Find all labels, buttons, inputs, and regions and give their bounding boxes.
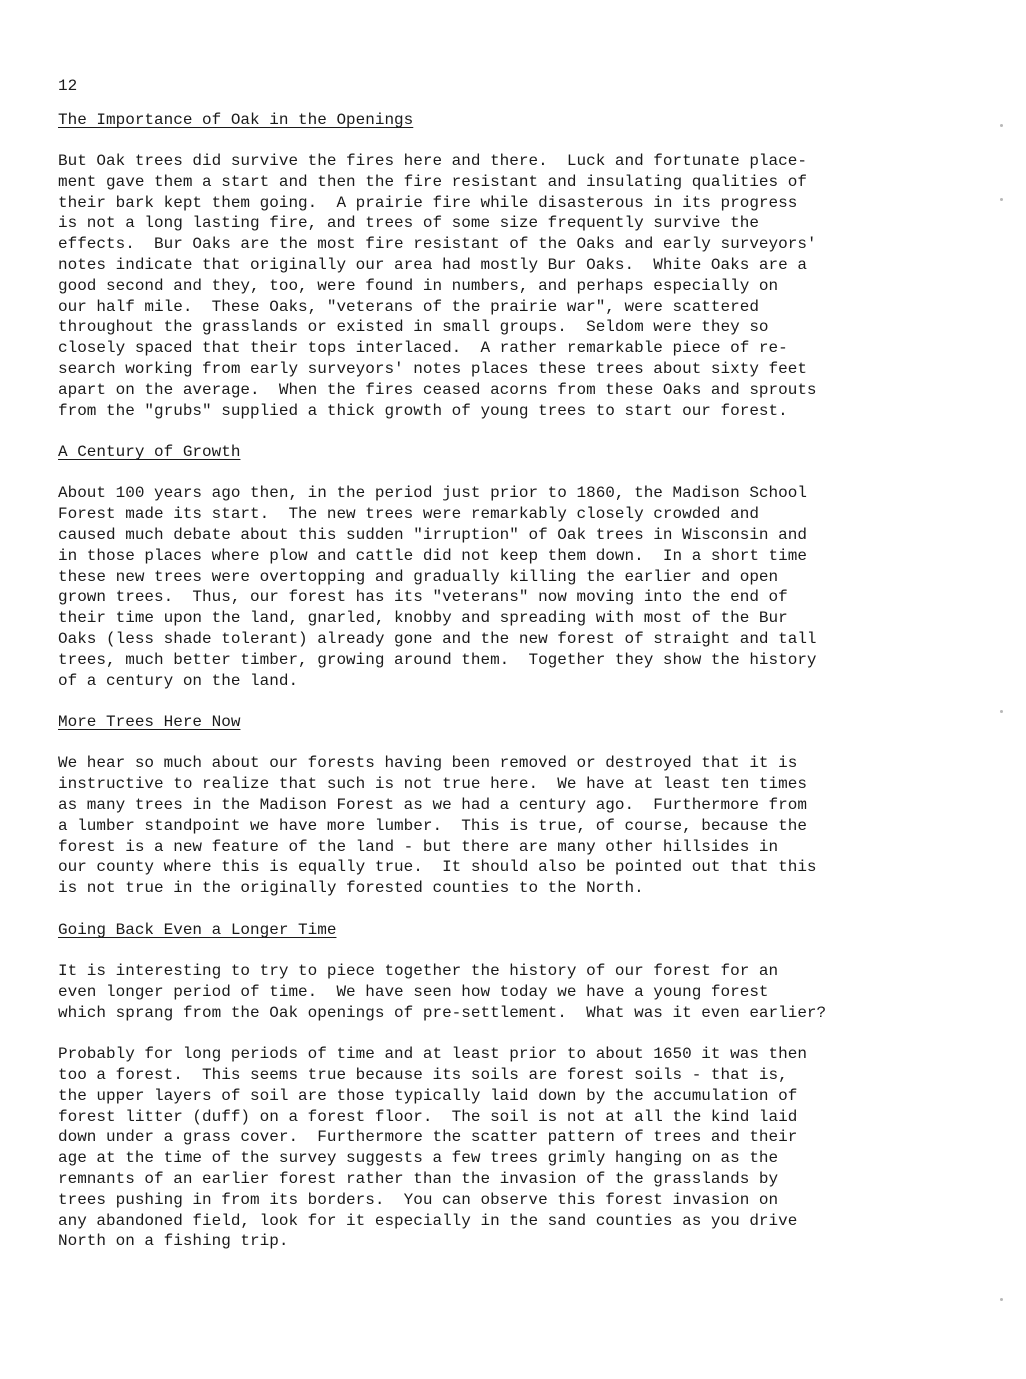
scan-speck (1000, 124, 1003, 127)
paragraph: About 100 years ago then, in the period just prior to 1860, the Madison School Forest made its start. The new trees were remarkably closely crowded and caused much debate about this sudden "irruption" of Oak trees in Wisconsin and in those places where plow and cattle did not keep them down. In a short time these new trees were overtopping and gradually killing the earlier and open grown trees. Thus, our forest has its "veterans" now moving into the end of their time upon the land, gnarled, knobby and spreading with most of the Bur Oaks (less shade tolerant) already gone and the new forest of straight and tall trees, much better timber, growing around them. Together they show the history of a century on the land. (58, 484, 817, 690)
section-heading: Going Back Even a Longer Time (58, 920, 337, 939)
paragraph: It is interesting to try to piece together the history of our forest for an even longer period of time. We have seen how today we have a young forest which sprang from the Oak openings of pre-settlement. What was it even earlier? (58, 961, 827, 1022)
paragraph: We hear so much about our forests having been removed or destroyed that it is instructive to realize that such is not true here. We have at least ten times as many trees in the Madison Forest as we had a century ago. Furthermore from a lumber standpoint we have more lumber. This is true, of course, because the forest is a new feature of the land - but there are many other hillsides in our county where this is equally true. It should also be pointed out that this is not true in the originally forested counties to the North. (58, 754, 817, 898)
section-heading: The Importance of Oak in the Openings (58, 111, 414, 129)
document-page (58, 76, 918, 1252)
scan-speck (1000, 710, 1003, 713)
section-heading: More Trees Here Now (58, 713, 241, 732)
section-more-trees-here-now (58, 712, 918, 899)
scan-speck (1000, 1298, 1003, 1301)
paragraph: But Oak trees did survive the fires here and there. Luck and fortunate place- ment gave them a start and then the fire resistant and insulating qualities of their bark kept them going. A prairie fire while disasterous in its progress is not a long lasting fire, and trees of some size frequently survive the effects. Bur Oaks are the most fire resistant of the Oaks and early surveyors' notes indicate that originally our area had mostly Bur Oaks. White Oaks are a good second and they, too, were found in numbers, and perhaps especially on our half mile. These Oaks, "veterans of the prairie war", were scattered throughout the grasslands or existed in small groups. Seldom were they so closely spaced that their tops interlaced. A rather remarkable piece of re- search working from early surveyors' notes places these trees about sixty feet apart on the average. When the fires ceased acorns from these Oaks and sprouts from the "grubs" supplied a thick growth of young trees to start our forest. (58, 152, 817, 420)
section-century-of-growth (58, 442, 918, 691)
paragraph: Probably for long periods of time and at least prior to about 1650 it was then too a forest. This seems true because its soils are forest soils - that is, the upper layers of soil are those typically laid down by the accumulation of forest litter (duff) on a forest floor. The soil is not at all the kind laid down under a grass cover. Furthermore the scatter pattern of trees and their age at the time of the survey suggests a few trees grimly hanging on as the remnants of an earlier forest rather than the invasion of the grasslands by trees pushing in from its borders. You can observe this forest invasion on any abandoned field, look for it especially in the sand counties as you drive North on a fishing trip. (58, 1045, 807, 1251)
scan-speck (1000, 198, 1003, 201)
section-going-back-longer (58, 920, 918, 1252)
section-heading: A Century of Growth (58, 443, 241, 462)
page-number: 12 (58, 77, 78, 95)
section-importance-of-oak (58, 110, 918, 421)
